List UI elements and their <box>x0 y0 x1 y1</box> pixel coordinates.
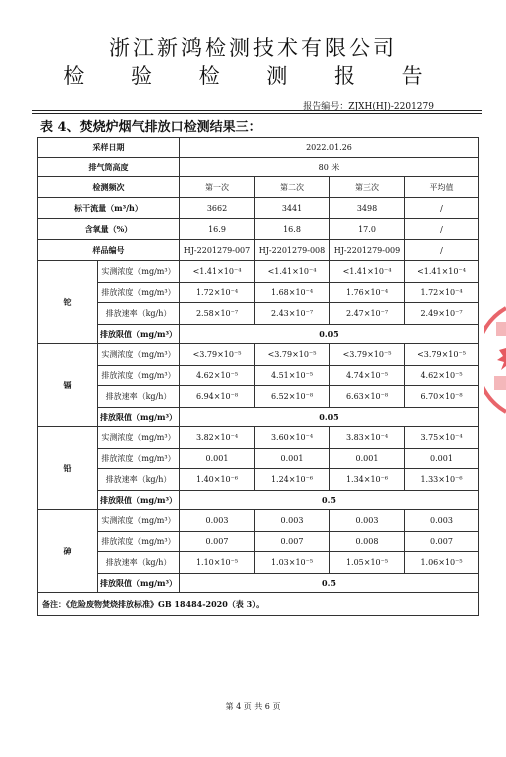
emission-limit-row <box>38 408 479 427</box>
frequency-row <box>38 177 479 198</box>
emission-concentration-cell: 0.001 <box>180 449 255 469</box>
oxygen-cell: 16.9 <box>180 219 255 240</box>
measured-concentration-cell: <3.79×10⁻⁵ <box>180 344 255 366</box>
emission-limit-value: 0.5 <box>180 574 479 593</box>
emission-rate-label: 排放速率（kg/h） <box>98 386 180 408</box>
emission-rate-cell: 2.43×10⁻⁷ <box>255 303 330 325</box>
emission-concentration-cell: 1.72×10⁻⁴ <box>405 283 479 303</box>
emission-rate-cell: 1.33×10⁻⁶ <box>405 469 479 491</box>
emission-rate-cell: 2.58×10⁻⁷ <box>180 303 255 325</box>
emission-concentration-cell: 0.008 <box>330 532 405 552</box>
measured-concentration-cell: 0.003 <box>330 510 405 532</box>
measured-concentration-cell: 3.60×10⁻⁴ <box>255 427 330 449</box>
results-table <box>37 137 479 616</box>
measured-concentration-row <box>38 344 479 366</box>
pollutant-name: 铅 <box>38 427 98 510</box>
flow-label: 标干流量（m³/h） <box>38 198 180 219</box>
emission-limit-row <box>38 325 479 344</box>
emission-concentration-cell: 1.68×10⁻⁴ <box>255 283 330 303</box>
flow-cell: 3441 <box>255 198 330 219</box>
sample-number-row <box>38 240 479 261</box>
frequency-label: 检测频次 <box>38 177 180 198</box>
note-row <box>38 593 479 616</box>
measured-concentration-cell: <3.79×10⁻⁵ <box>405 344 479 366</box>
sample-number-cell: / <box>405 240 479 261</box>
measured-concentration-label: 实测浓度（mg/m³） <box>98 344 180 366</box>
emission-concentration-cell: 0.007 <box>180 532 255 552</box>
emission-concentration-label: 排放浓度（mg/m³） <box>98 283 180 303</box>
frequency-cell: 第一次 <box>180 177 255 198</box>
emission-rate-cell: 1.05×10⁻⁵ <box>330 552 405 574</box>
emission-rate-row <box>38 552 479 574</box>
emission-concentration-cell: 1.72×10⁻⁴ <box>180 283 255 303</box>
sampling-date-label: 采样日期 <box>38 138 180 158</box>
oxygen-cell: / <box>405 219 479 240</box>
oxygen-cell: 17.0 <box>330 219 405 240</box>
measured-concentration-cell: <3.79×10⁻⁵ <box>255 344 330 366</box>
note-text: 备注：《危险废物焚烧排放标准》GB 18484-2020（表 3）。 <box>38 593 479 616</box>
emission-limit-value: 0.05 <box>180 408 479 427</box>
measured-concentration-cell: <1.41×10⁻⁴ <box>330 261 405 283</box>
measured-concentration-cell: 0.003 <box>180 510 255 532</box>
emission-rate-row <box>38 303 479 325</box>
emission-rate-label: 排放速率（kg/h） <box>98 469 180 491</box>
measured-concentration-row <box>38 427 479 449</box>
emission-concentration-row <box>38 283 479 303</box>
report-title: 检 验 检 测 报 告 <box>63 64 443 88</box>
emission-rate-cell: 2.49×10⁻⁷ <box>405 303 479 325</box>
header-rule-thin <box>32 113 482 114</box>
emission-limit-value: 0.05 <box>180 325 479 344</box>
emission-concentration-row <box>38 532 479 552</box>
flow-row <box>38 198 479 219</box>
measured-concentration-cell: <3.79×10⁻⁵ <box>330 344 405 366</box>
sampling-date-value: 2022.01.26 <box>180 138 479 158</box>
emission-concentration-cell: 4.51×10⁻⁵ <box>255 366 330 386</box>
emission-concentration-cell: 4.74×10⁻⁵ <box>330 366 405 386</box>
emission-concentration-row <box>38 449 479 469</box>
pollutant-section <box>38 261 479 593</box>
measured-concentration-label: 实测浓度（mg/m³） <box>98 427 180 449</box>
measured-concentration-label: 实测浓度（mg/m³） <box>98 261 180 283</box>
measured-concentration-cell: <1.41×10⁻⁴ <box>255 261 330 283</box>
measured-concentration-row <box>38 261 479 283</box>
measured-concentration-cell: 3.82×10⁻⁴ <box>180 427 255 449</box>
emission-rate-cell: 6.52×10⁻⁸ <box>255 386 330 408</box>
measured-concentration-row <box>38 510 479 532</box>
sampling-date-row <box>38 138 479 158</box>
emission-rate-cell: 1.40×10⁻⁶ <box>180 469 255 491</box>
stack-height-row <box>38 158 479 177</box>
emission-concentration-cell: 0.007 <box>405 532 479 552</box>
pollutant-name: 镉 <box>38 344 98 427</box>
table-title: 表 4、焚烧炉烟气排放口检测结果三： <box>40 120 262 135</box>
emission-rate-cell: 1.24×10⁻⁶ <box>255 469 330 491</box>
stack-height-value: 80 米 <box>180 158 479 177</box>
header-rule <box>32 110 482 111</box>
emission-limit-label: 排放限值（mg/m³） <box>98 491 180 510</box>
emission-concentration-label: 排放浓度（mg/m³） <box>98 449 180 469</box>
oxygen-label: 含氧量（%） <box>38 219 180 240</box>
sample-number-label: 样品编号 <box>38 240 180 261</box>
emission-rate-cell: 6.70×10⁻⁸ <box>405 386 479 408</box>
oxygen-row <box>38 219 479 240</box>
emission-rate-cell: 6.94×10⁻⁸ <box>180 386 255 408</box>
emission-rate-cell: 1.06×10⁻⁵ <box>405 552 479 574</box>
emission-concentration-label: 排放浓度（mg/m³） <box>98 366 180 386</box>
emission-rate-cell: 2.47×10⁻⁷ <box>330 303 405 325</box>
emission-rate-cell: 1.03×10⁻⁵ <box>255 552 330 574</box>
measured-concentration-label: 实测浓度（mg/m³） <box>98 510 180 532</box>
emission-limit-value: 0.5 <box>180 491 479 510</box>
emission-concentration-cell: 4.62×10⁻⁵ <box>180 366 255 386</box>
emission-concentration-row <box>38 366 479 386</box>
emission-limit-row <box>38 491 479 510</box>
emission-limit-label: 排放限值（mg/m³） <box>98 574 180 593</box>
emission-concentration-cell: 4.62×10⁻⁵ <box>405 366 479 386</box>
emission-rate-row <box>38 386 479 408</box>
sample-number-cell: HJ-2201279-007 <box>180 240 255 261</box>
emission-concentration-cell: 0.001 <box>330 449 405 469</box>
stack-height-label: 排气筒高度 <box>38 158 180 177</box>
emission-concentration-label: 排放浓度（mg/m³） <box>98 532 180 552</box>
measured-concentration-cell: <1.41×10⁻⁴ <box>180 261 255 283</box>
measured-concentration-cell: <1.41×10⁻⁴ <box>405 261 479 283</box>
emission-limit-row <box>38 574 479 593</box>
company-name: 浙江新鸿检测技术有限公司 <box>109 36 397 60</box>
pollutant-name: 铊 <box>38 261 98 344</box>
frequency-cell: 第三次 <box>330 177 405 198</box>
emission-limit-label: 排放限值（mg/m³） <box>98 325 180 344</box>
emission-rate-label: 排放速率（kg/h） <box>98 552 180 574</box>
frequency-cell: 第二次 <box>255 177 330 198</box>
measured-concentration-cell: 0.003 <box>255 510 330 532</box>
emission-rate-label: 排放速率（kg/h） <box>98 303 180 325</box>
report-number: 报告编号：ZJXH(HJ)-2201279 <box>303 102 434 112</box>
emission-rate-cell: 1.34×10⁻⁶ <box>330 469 405 491</box>
page-number: 第 4 页 共 6 页 <box>225 702 281 711</box>
emission-rate-cell: 6.63×10⁻⁸ <box>330 386 405 408</box>
flow-cell: 3662 <box>180 198 255 219</box>
emission-rate-row <box>38 469 479 491</box>
emission-concentration-cell: 1.76×10⁻⁴ <box>330 283 405 303</box>
sample-number-cell: HJ-2201279-009 <box>330 240 405 261</box>
pollutant-name: 砷 <box>38 510 98 593</box>
flow-cell: 3498 <box>330 198 405 219</box>
red-seal-stamp <box>484 300 506 420</box>
measured-concentration-cell: 3.83×10⁻⁴ <box>330 427 405 449</box>
emission-concentration-cell: 0.007 <box>255 532 330 552</box>
measured-concentration-cell: 0.003 <box>405 510 479 532</box>
oxygen-cell: 16.8 <box>255 219 330 240</box>
frequency-cell: 平均值 <box>405 177 479 198</box>
flow-cell: / <box>405 198 479 219</box>
emission-concentration-cell: 0.001 <box>255 449 330 469</box>
emission-rate-cell: 1.10×10⁻⁵ <box>180 552 255 574</box>
measured-concentration-cell: 3.75×10⁻⁴ <box>405 427 479 449</box>
sample-number-cell: HJ-2201279-008 <box>255 240 330 261</box>
emission-concentration-cell: 0.001 <box>405 449 479 469</box>
emission-limit-label: 排放限值（mg/m³） <box>98 408 180 427</box>
